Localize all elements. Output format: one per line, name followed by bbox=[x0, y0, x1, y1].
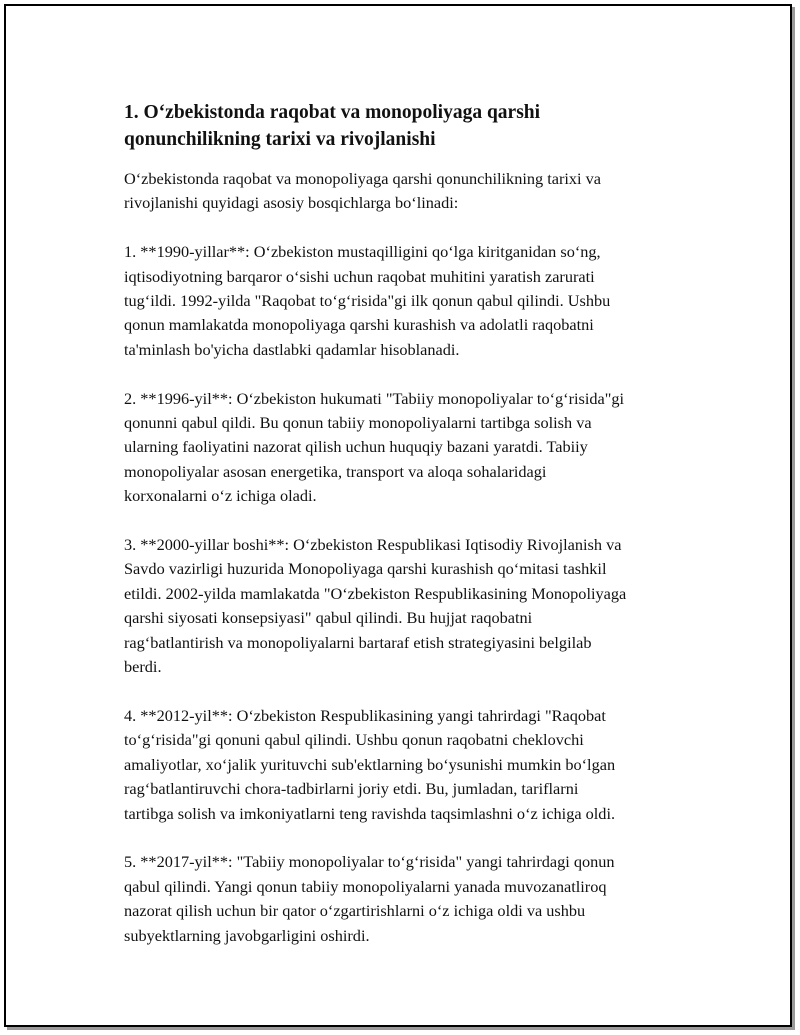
document-page bbox=[4, 4, 792, 1027]
text-line: 2. **1996-yil**: O‘zbekiston hukumati "Tabiiy monopoliyalar to‘g‘risida"gi bbox=[124, 388, 625, 408]
text-line: 4. **2012-yil**: O‘zbekiston Respublikasining yangi tahrirdagi "Raqobat bbox=[124, 705, 606, 725]
text-line: etildi. 2002-yilda mamlakatda "O‘zbekiston Respublikasining Monopoliyaga bbox=[124, 583, 627, 603]
document-body bbox=[124, 99, 704, 972]
text-line: korxonalarni o‘z ichiga oladi. bbox=[124, 486, 317, 506]
title-line: 1. O‘zbekistonda raqobat va monopoliyaga qarshi bbox=[124, 102, 541, 123]
list-item-1990s bbox=[124, 240, 704, 362]
text-line: ularning faoliyatini nazorat qilish uchun huquqiy bazani yaratdi. Tabiiy bbox=[124, 437, 588, 457]
text-line: O‘zbekistonda raqobat va monopoliyaga qarshi qonunchilikning tarixi va bbox=[124, 169, 602, 188]
text-line: 1. **1990-yillar**: O‘zbekiston mustaqilligini qo‘lga kiritganidan so‘ng, bbox=[124, 242, 601, 262]
text-line: qarshi siyosati konsepsiyasi" qabul qilindi. Bu hujjat raqobatni bbox=[124, 608, 533, 628]
text-line: rag‘batlantirish va monopoliyalarni bartaraf etish strategiyasini belgilab bbox=[124, 632, 592, 652]
text-line: qonun mamlakatda monopoliyaga qarshi kurashish va adolatli raqobatni bbox=[124, 315, 594, 335]
text-line: 3. **2000-yillar boshi**: O‘zbekiston Respublikasi Iqtisodiy Rivojlanish va bbox=[124, 535, 622, 555]
text-line: rivojlanishi quyidagi asosiy bosqichlarga bo‘linadi: bbox=[124, 193, 459, 213]
text-line: to‘g‘risida"gi qonuni qabul qilindi. Ushbu qonun raqobatni cheklovchi bbox=[124, 730, 584, 750]
text-line: iqtisodiyotning barqaror o‘sishi uchun raqobat muhitini yaratish zarurati bbox=[124, 266, 595, 286]
list-item-2012 bbox=[124, 704, 704, 826]
intro-paragraph bbox=[124, 167, 704, 216]
list-item-2000s bbox=[124, 533, 704, 679]
text-line: tug‘ildi. 1992-yilda "Raqobat to‘g‘risida"gi ilk qonun qabul qilindi. Ushbu bbox=[124, 291, 611, 311]
text-line: subyektlarning javobgarligini oshirdi. bbox=[124, 925, 370, 945]
list-item-2017 bbox=[124, 850, 704, 948]
text-line: Savdo vazirligi huzurida Monopoliyaga qarshi kurashish qo‘mitasi tashkil bbox=[124, 559, 607, 579]
document-title bbox=[124, 99, 704, 153]
text-line: rag‘batlantiruvchi chora-tadbirlarni joriy etdi. Bu, jumladan, tariflarni bbox=[124, 779, 579, 799]
text-line: amaliyotlar, xo‘jalik yurituvchi sub'ektlarning bo‘ysunishi mumkin bo‘lgan bbox=[124, 754, 616, 774]
text-line: nazorat qilish uchun bir qator o‘zgartirishlarni o‘z ichiga oldi va ushbu bbox=[124, 901, 586, 921]
text-line: tartibga solish va imkoniyatlarni teng ravishda taqsimlashni o‘z ichiga oldi. bbox=[124, 803, 616, 823]
title-line: qonunchilikning tarixi va rivojlanishi bbox=[124, 129, 436, 150]
text-line: qabul qilindi. Yangi qonun tabiiy monopoliyalarni yanada muvozanatliroq bbox=[124, 876, 607, 896]
list-item-1996 bbox=[124, 387, 704, 509]
text-line: qonunni qabul qildi. Bu qonun tabiiy monopoliyalarni tartibga solish va bbox=[124, 413, 592, 433]
text-line: berdi. bbox=[124, 657, 162, 677]
text-line: 5. **2017-yil**: "Tabiiy monopoliyalar to‘g‘risida" yangi tahrirdagi qonun bbox=[124, 852, 615, 872]
text-line: ta'minlash bo'yicha dastlabki qadamlar hisoblanadi. bbox=[124, 339, 460, 359]
text-line: monopoliyalar asosan energetika, transport va aloqa sohalaridagi bbox=[124, 461, 547, 481]
